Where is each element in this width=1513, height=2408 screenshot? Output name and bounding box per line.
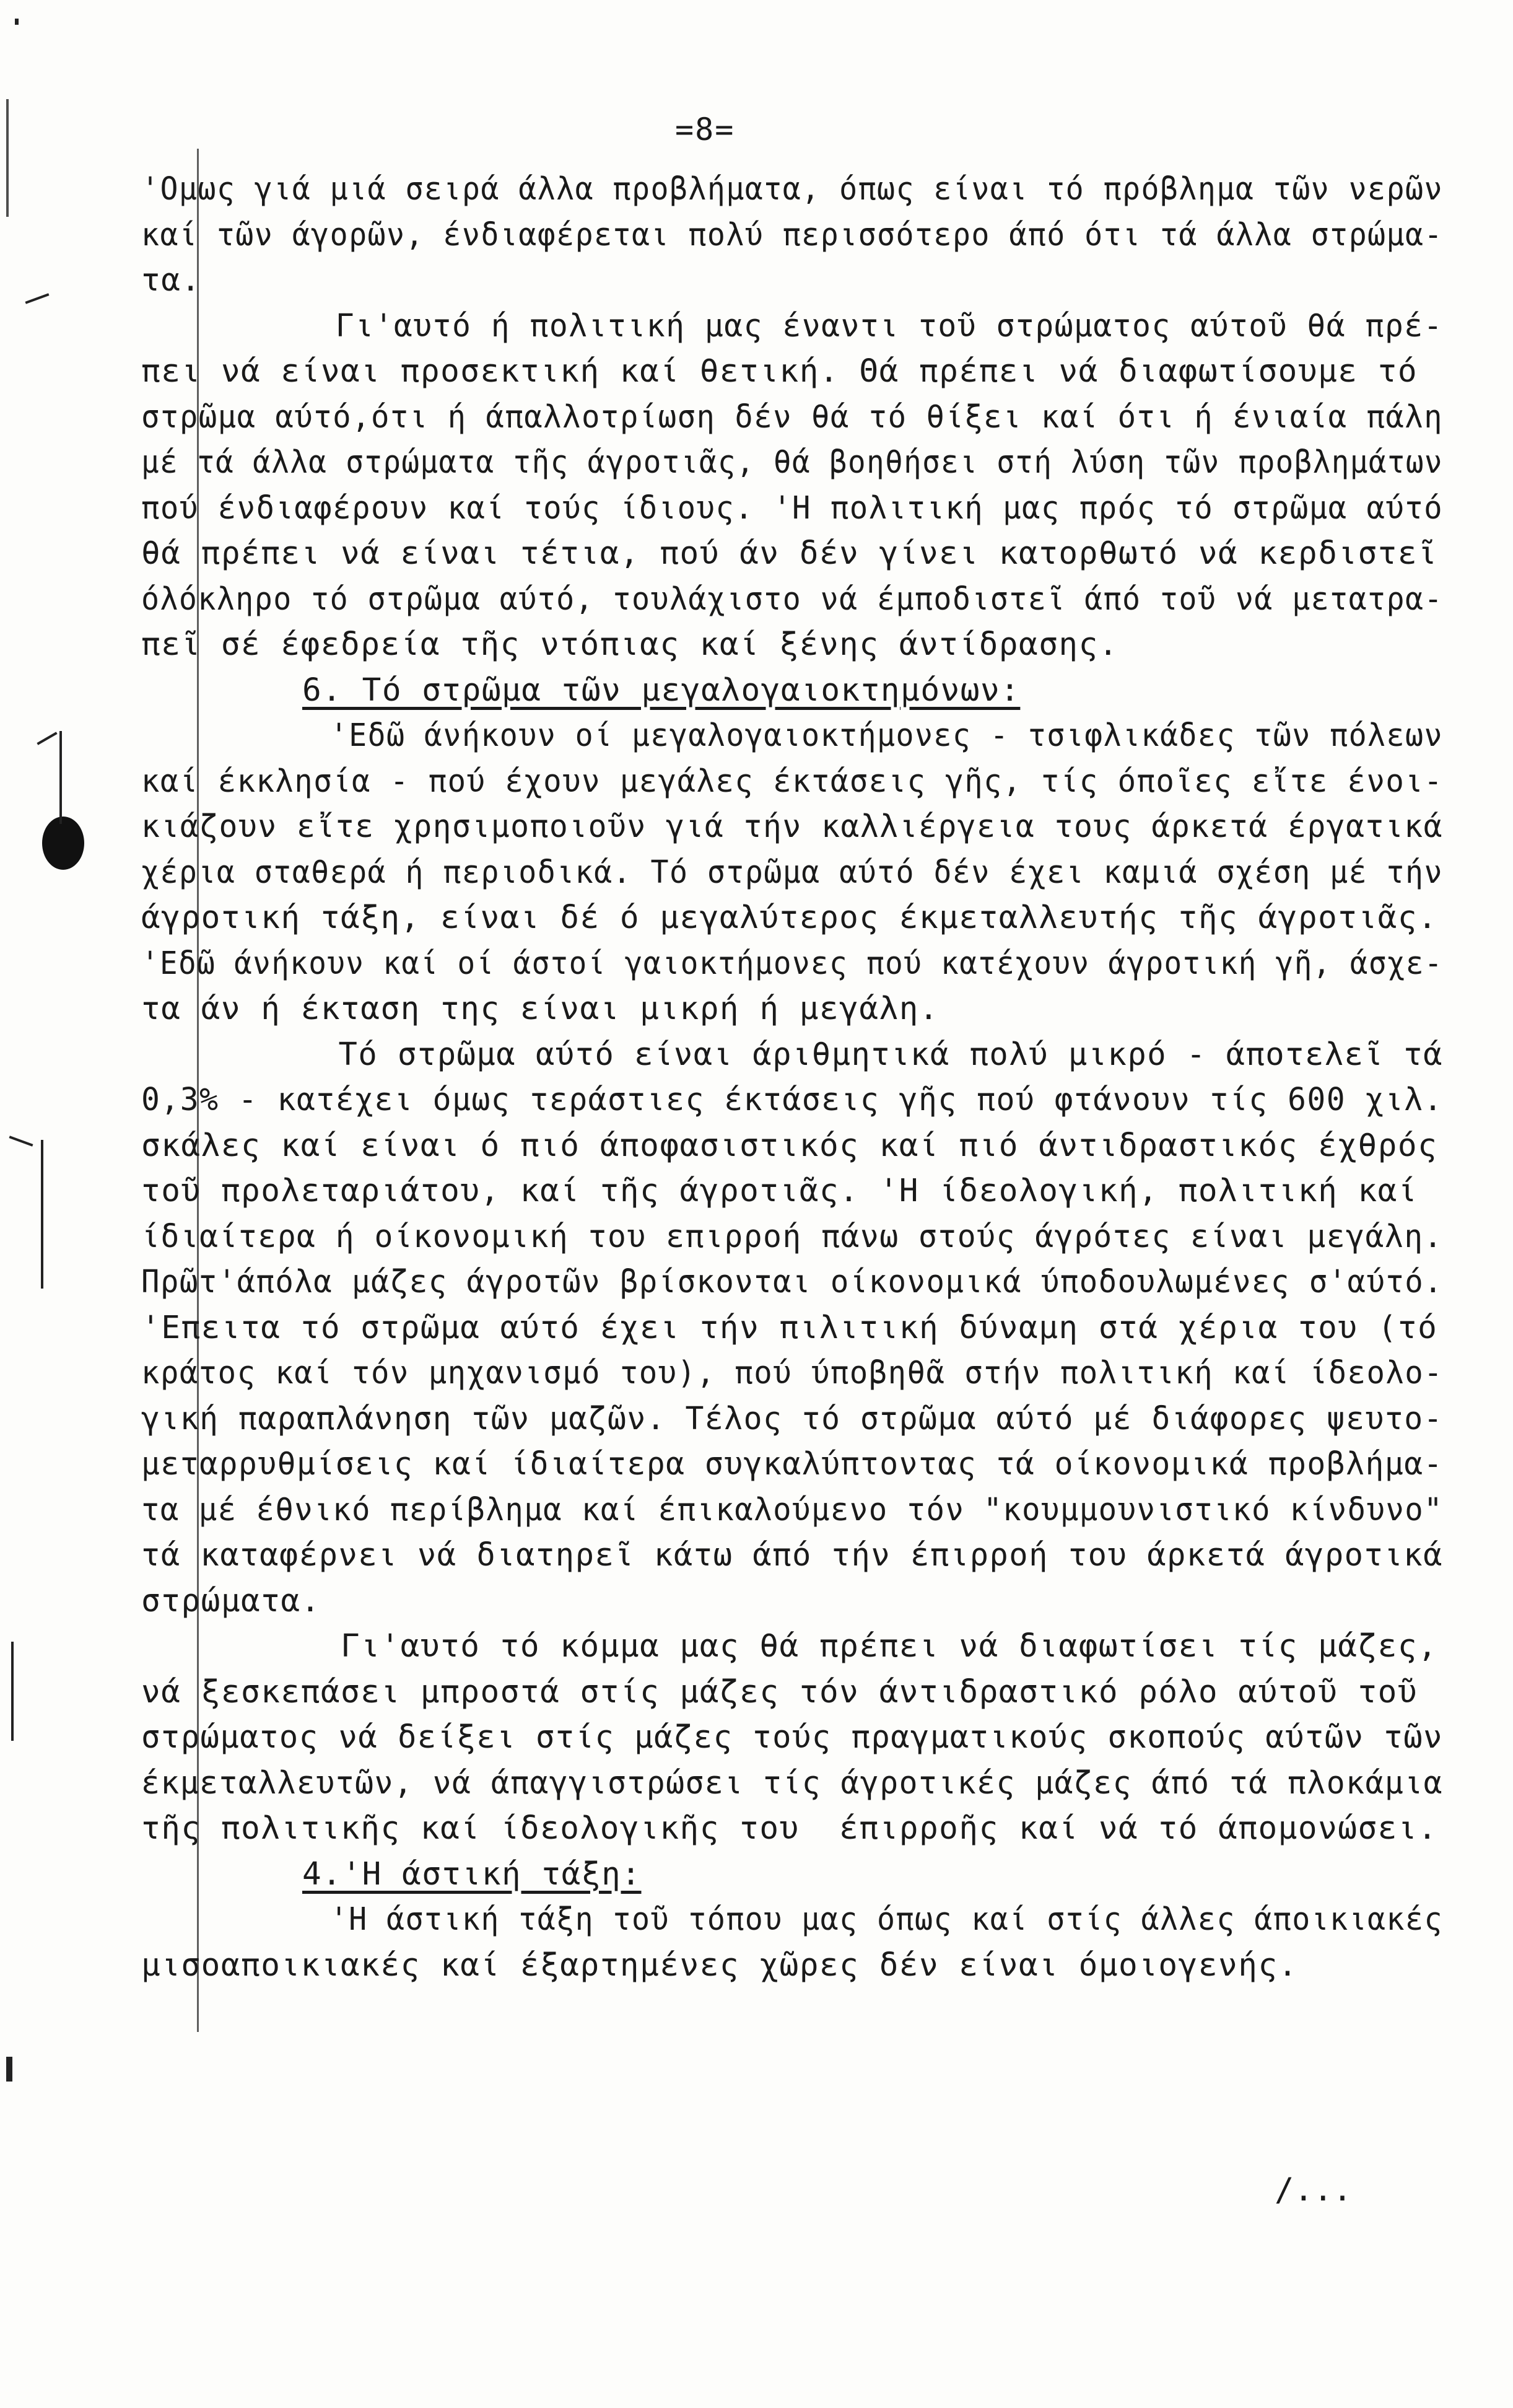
text-line: 'Ομως γιά μιά σειρά άλλα προβλήματα, όπως είναι τό πρόβλημα τῶν νερῶν (141, 171, 1443, 208)
text-line: κράτος καί τόν μηχανισμό του), πού ύποβηθᾶ στήν πολιτική καί ίδεολο- (141, 1355, 1444, 1391)
text-line: πεῖ σέ έφεδρεία τῆς ντόπιας καί ξένης άντίδρασης. (141, 626, 1119, 663)
text-line: 'Εδῶ άνήκουν οί μεγαλογαιοκτήμονες - τσιφλικάδες τῶν πόλεων (141, 717, 1443, 754)
text-line: τά καταφέρνει νά διατηρεῖ κάτω άπό τήν έπιρροή του άρκετά άγροτικά (141, 1537, 1443, 1574)
scan-mark (6, 99, 9, 217)
text-line: στρώματα. (141, 1582, 321, 1619)
text-line: τα μέ έθνικό περίβλημα καί έπικαλούμενο τόν "κουμμουνιστικό κίνδυνο" (141, 1491, 1444, 1528)
text-line: ίδιαίτερα ή οίκονομική του επιρροή πάνω στούς άγρότες είναι μεγάλη. (141, 1218, 1444, 1255)
text-line: 0,3% - κατέχει όμως τεράστιες έκτάσεις γῆς πού φτάνουν τίς 600 χιλ. (141, 1082, 1444, 1118)
text-line: σκάλες καί είναι ό πιό άποφασιστικός καί πιό άντιδραστικός έχθρός (141, 1127, 1438, 1164)
text-line: καί έκκλησία - πού έχουν μεγάλες έκτάσεις γῆς, τίς όποῖες εἴτε ένοι- (141, 763, 1444, 800)
scan-mark (37, 732, 57, 745)
text-line: όλόκληρο τό στρῶμα αύτό, τουλάχιστο νά έμποδιστεῖ άπό τοῦ νά μετατρα- (141, 580, 1443, 618)
text-line: νά ξεσκεπάσει μπροστά στίς μάζες τόν άντιδραστικό ρόλο αύτοῦ τοῦ (141, 1673, 1418, 1710)
text-line: 'Επειτα τό στρῶμα αύτό έχει τήν πιλιτική δύναμη στά χέρια του (τό (141, 1309, 1438, 1346)
text-line: έκμεταλλευτῶν, νά άπαγγιστρώσει τίς άγροτικές μάζες άπό τά πλοκάμια (141, 1764, 1444, 1802)
scan-mark (41, 1140, 43, 1289)
scan-mark (15, 19, 19, 25)
text-line: πει νά είναι προσεκτική καί θετική. Θά πρέπει νά διαφωτίσουμε τό (141, 353, 1418, 390)
text-line: μισοαποικιακές καί έξαρτημένες χῶρες δέν είναι όμοιογενής. (141, 1946, 1298, 1984)
text-line: Τό στρῶμα αύτό είναι άριθμητικά πολύ μικρό - άποτελεῖ τά (141, 1036, 1443, 1073)
text-line: 'Εδῶ άνήκουν καί οί άστοί γαιοκτήμονες πού κατέχουν άγροτική γῆ, άσχε- (141, 945, 1443, 982)
scan-mark (6, 2057, 12, 2082)
text-line: χέρια σταθερά ή περιοδικά. Τό στρῶμα αύτό δέν έχει καμιά σχέση μέ τήν (141, 854, 1443, 891)
scan-mark (9, 1136, 33, 1146)
text-line: καί τῶν άγορῶν, ένδιαφέρεται πολύ περισσότερο άπό ότι τά άλλα στρώμα- (141, 216, 1443, 253)
text-line: Γι'αυτό ή πολιτική μας έναντι τοῦ στρώματος αύτοῦ θά πρέ- (141, 307, 1444, 344)
text-line: τα άν ή έκταση της είναι μικρή ή μεγάλη. (141, 991, 940, 1027)
scan-mark (25, 293, 50, 304)
continuation-mark: /... (1275, 2171, 1353, 2209)
text-line: κιάζουν εἴτε χρησιμοποιοῦν γιά τήν καλλιέργεια τους άρκετά έργατικά (141, 808, 1444, 845)
text-line: στρῶμα αύτό,ότι ή άπαλλοτρίωση δέν θά τό θίξει καί ότι ή ένιαία πάλη (141, 398, 1444, 436)
text-line: μεταρρυθμίσεις καί ίδιαίτερα συγκαλύπτοντας τά οίκονομικά προβλήμα- (141, 1446, 1444, 1482)
text-line: στρώματος νά δείξει στίς μάζες τούς πραγματικούς σκοπούς αύτῶν τῶν (141, 1719, 1443, 1756)
text-line: γική παραπλάνηση τῶν μαζῶν. Τέλος τό στρῶμα αύτό μέ διάφορες ψευτο- (141, 1400, 1444, 1437)
page-number: =8= (675, 112, 735, 147)
text-line: πού ένδιαφέρουν καί τούς ίδιους. 'Η πολιτική μας πρός τό στρῶμα αύτό (141, 489, 1444, 527)
scan-mark (59, 731, 62, 824)
text-line: τῆς πολιτικῆς καί ίδεολογικῆς του έπιρροῆς καί νά τό άπομονώσει. (141, 1810, 1438, 1847)
text-line: τοῦ προλεταριάτου, καί τῆς άγροτιᾶς. 'Η ίδεολογική, πολιτική καί (141, 1173, 1418, 1209)
scan-mark (11, 1642, 14, 1741)
section-heading: 4.'Η άστική τάξη: (302, 1855, 642, 1893)
text-line: Πρῶτ'άπόλα μάζες άγροτῶν βρίσκονται οίκονομικά ύποδουλωμένες σ'αύτό. (141, 1264, 1444, 1300)
text-line: τα. (141, 262, 201, 299)
text-line: 'Η άστική τάξη τοῦ τόπου μας όπως καί στίς άλλες άποικιακές (141, 1901, 1443, 1938)
text-line: άγροτική τάξη, είναι δέ ό μεγαλύτερος έκμεταλλευτής τῆς άγροτιᾶς. (141, 900, 1438, 936)
binder-hole (42, 817, 84, 870)
text-line: μέ τά άλλα στρώματα τῆς άγροτιᾶς, θά βοηθήσει στή λύση τῶν προβλημάτων (141, 444, 1443, 481)
text-line: Γι'αυτό τό κόμμα μας θά πρέπει νά διαφωτίσει τίς μάζες, (141, 1628, 1438, 1665)
text-line: θά πρέπει νά είναι τέτια, πού άν δέν γίνει κατορθωτό νά κερδιστεῖ (141, 535, 1438, 572)
section-heading: 6. Τό στρῶμα τῶν μεγαλογαιοκτημόνων: (302, 672, 1021, 709)
